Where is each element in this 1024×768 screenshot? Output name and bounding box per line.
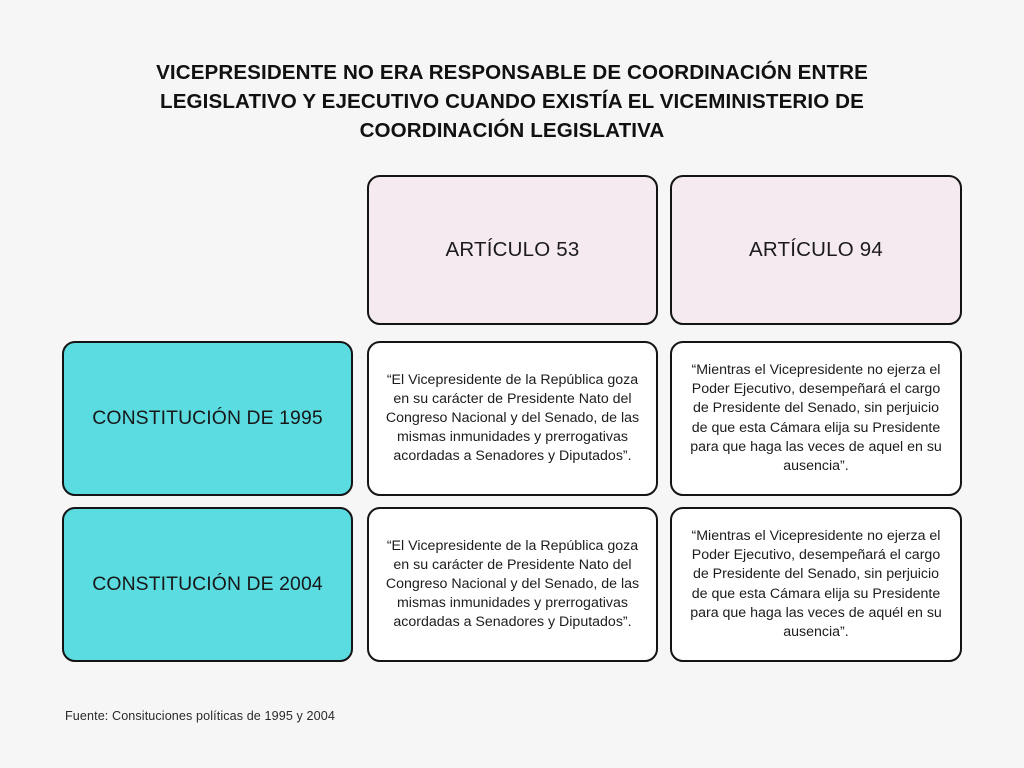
table-cell-1995-articulo-94: [670, 341, 962, 496]
page-title: VICEPRESIDENTE NO ERA RESPONSABLE DE COORDINACIÓN ENTRE LEGISLATIVO Y EJECUTIVO CUANDO EXISTÍA EL VICEMINISTERIO DE COORDINACIÓN LEGISLATIVA: [156, 61, 868, 143]
table-cell-1995-articulo-53: [367, 341, 658, 496]
table-cell-2004-articulo-53: [367, 507, 658, 662]
source-note: Fuente: Consituciones políticas de 1995 y 2004: [65, 709, 335, 723]
quote-text: “El Vicepresidente de la República goza en su carácter de Presidente Nato del Congreso Nacional y del Senado, de las mismas inmunidades y prerrogativas acordadas a Senadores y Diputados”.: [385, 537, 640, 631]
row-label-constitucion-2004: CONSTITUCIÓN DE 2004: [62, 507, 353, 662]
column-header-articulo-53: ARTÍCULO 53: [367, 175, 658, 325]
table-cell-2004-articulo-94: [670, 507, 962, 662]
comparison-table: [62, 175, 962, 662]
quote-text: “Mientras el Vicepresidente no ejerza el Poder Ejecutivo, desempeñará el cargo de Presidente del Senado, sin perjuicio de que esta Cámara elija su Presidente para que haga las veces de aquél en su ausencia”.: [690, 528, 942, 640]
quote-text: “El Vicepresidente de la República goza en su carácter de Presidente Nato del Congreso Nacional y del Senado, de las mismas inmunidades y prerrogativas acordadas a Senadores y Diputados”.: [385, 371, 640, 465]
table-corner-cell: [62, 175, 353, 325]
row-label-constitucion-1995: CONSTITUCIÓN DE 1995: [62, 341, 353, 496]
column-header-articulo-94: ARTÍCULO 94: [670, 175, 962, 325]
quote-text: “Mientras el Vicepresidente no ejerza el Poder Ejecutivo, desempeñará el cargo de Presidente del Senado, sin perjuicio de que esta Cámara elija su Presidente para que haga las veces de aquel en su ausencia”.: [690, 362, 942, 474]
